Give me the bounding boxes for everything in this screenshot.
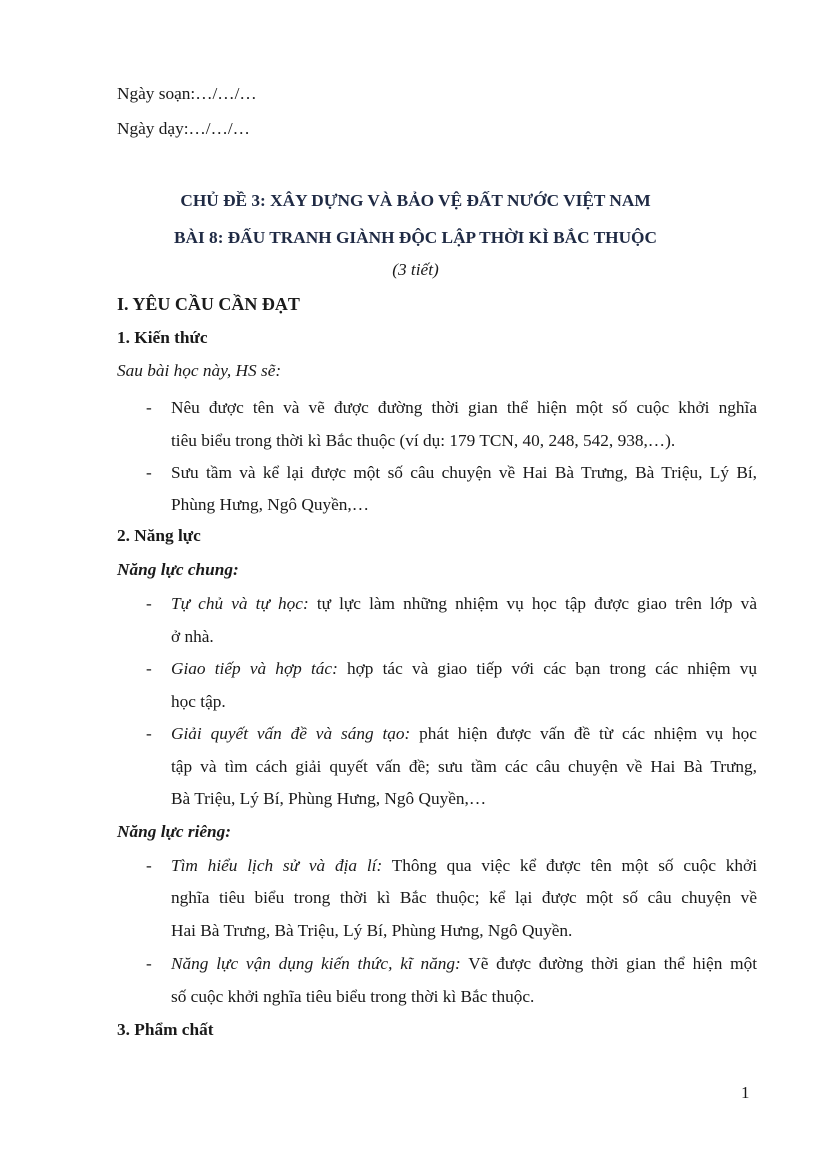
date-taught: Ngày dạy:…/…/… [117, 119, 250, 138]
specific-bullet-2-label: Năng lực vận dụng kiến thức, kĩ năng: [171, 954, 461, 973]
lesson-title: BÀI 8: ĐẤU TRANH GIÀNH ĐỘC LẬP THỜI KÌ BẮC THUỘC [174, 228, 657, 247]
knowledge-bullet-2-line-2: Phùng Hưng, Ngô Quyền,… [171, 495, 370, 514]
knowledge-bullet-2-line-1: Sưu tầm và kể lại được một số câu chuyện về Hai Bà Trưng, Bà Triệu, Lý Bí, [171, 463, 757, 482]
page-number: 1 [741, 1083, 750, 1102]
bullet-marker: - [146, 463, 152, 482]
general-bullet-3-line-3: Bà Triệu, Lý Bí, Phùng Hưng, Ngô Quyền,… [171, 789, 487, 808]
knowledge-bullet-1-line-2: tiêu biểu trong thời kì Bắc thuộc (ví dụ: 179 TCN, 40, 248, 542, 938,…). [171, 431, 676, 450]
general-bullet-1-label: Tự chủ và tự học: [171, 594, 309, 613]
competence-heading: 2. Năng lực [117, 526, 201, 545]
general-bullet-2-label: Giao tiếp và hợp tác: [171, 659, 338, 678]
specific-bullet-1-line-3: Hai Bà Trưng, Bà Triệu, Lý Bí, Phùng Hưng, Ngô Quyền. [171, 921, 573, 940]
general-bullet-3-line-2: tập và tìm cách giải quyết vấn đề; sưu tầm các câu chuyện về Hai Bà Trưng, [171, 757, 757, 776]
section-heading: I. YÊU CẦU CẦN ĐẠT [117, 294, 300, 314]
bullet-marker: - [146, 856, 152, 875]
general-bullet-3-label: Giải quyết vấn đề và sáng tạo: [171, 724, 411, 743]
knowledge-heading: 1. Kiến thức [117, 328, 208, 347]
specific-bullet-1-label: Tìm hiểu lịch sử và địa lí: [171, 856, 383, 875]
topic-title: CHỦ ĐỀ 3: XÂY DỰNG VÀ BẢO VỆ ĐẤT NƯỚC VIỆT NAM [180, 191, 651, 210]
specific-bullet-1-text: Thông qua việc kể được tên một số cuộc khởi [382, 856, 758, 875]
general-bullet-2-text: hợp tác và giao tiếp với các bạn trong các nhiệm vụ [337, 659, 757, 678]
specific-competence-heading: Năng lực riêng: [117, 822, 232, 841]
specific-bullet-2-line-2: số cuộc khởi nghĩa tiêu biểu trong thời kì Bắc thuộc. [171, 987, 535, 1006]
general-bullet-1-line-2: ở nhà. [171, 627, 214, 646]
specific-bullet-2-line-1 [171, 954, 757, 974]
general-bullet-1-text: tự lực làm những nhiệm vụ học tập được giao trên lớp và [308, 594, 757, 613]
date-prepared: Ngày soạn:…/…/… [117, 84, 257, 103]
bullet-marker: - [146, 659, 152, 678]
general-bullet-1-line-1 [171, 594, 757, 614]
knowledge-intro: Sau bài học này, HS sẽ: [117, 361, 282, 380]
knowledge-bullet-1-line-1: Nêu được tên và vẽ được đường thời gian thể hiện một số cuộc khởi nghĩa [171, 398, 757, 417]
periods-note: (3 tiết) [392, 260, 439, 279]
specific-bullet-2-text: Vẽ được đường thời gian thể hiện một [460, 954, 758, 973]
general-bullet-2-line-1 [171, 659, 757, 679]
bullet-marker: - [146, 954, 152, 973]
bullet-marker: - [146, 724, 152, 743]
general-competence-heading: Năng lực chung: [117, 560, 239, 579]
general-bullet-3-text: phát hiện được vấn đề từ các nhiệm vụ học [410, 724, 757, 743]
specific-bullet-1-line-2: nghĩa tiêu biểu trong thời kì Bắc thuộc; kể lại được một số câu chuyện về [171, 888, 757, 907]
qualities-heading: 3. Phẩm chất [117, 1020, 214, 1039]
bullet-marker: - [146, 398, 152, 417]
general-bullet-2-line-2: học tập. [171, 692, 226, 711]
general-bullet-3-line-1 [171, 724, 757, 744]
specific-bullet-1-line-1 [171, 856, 757, 876]
bullet-marker: - [146, 594, 152, 613]
